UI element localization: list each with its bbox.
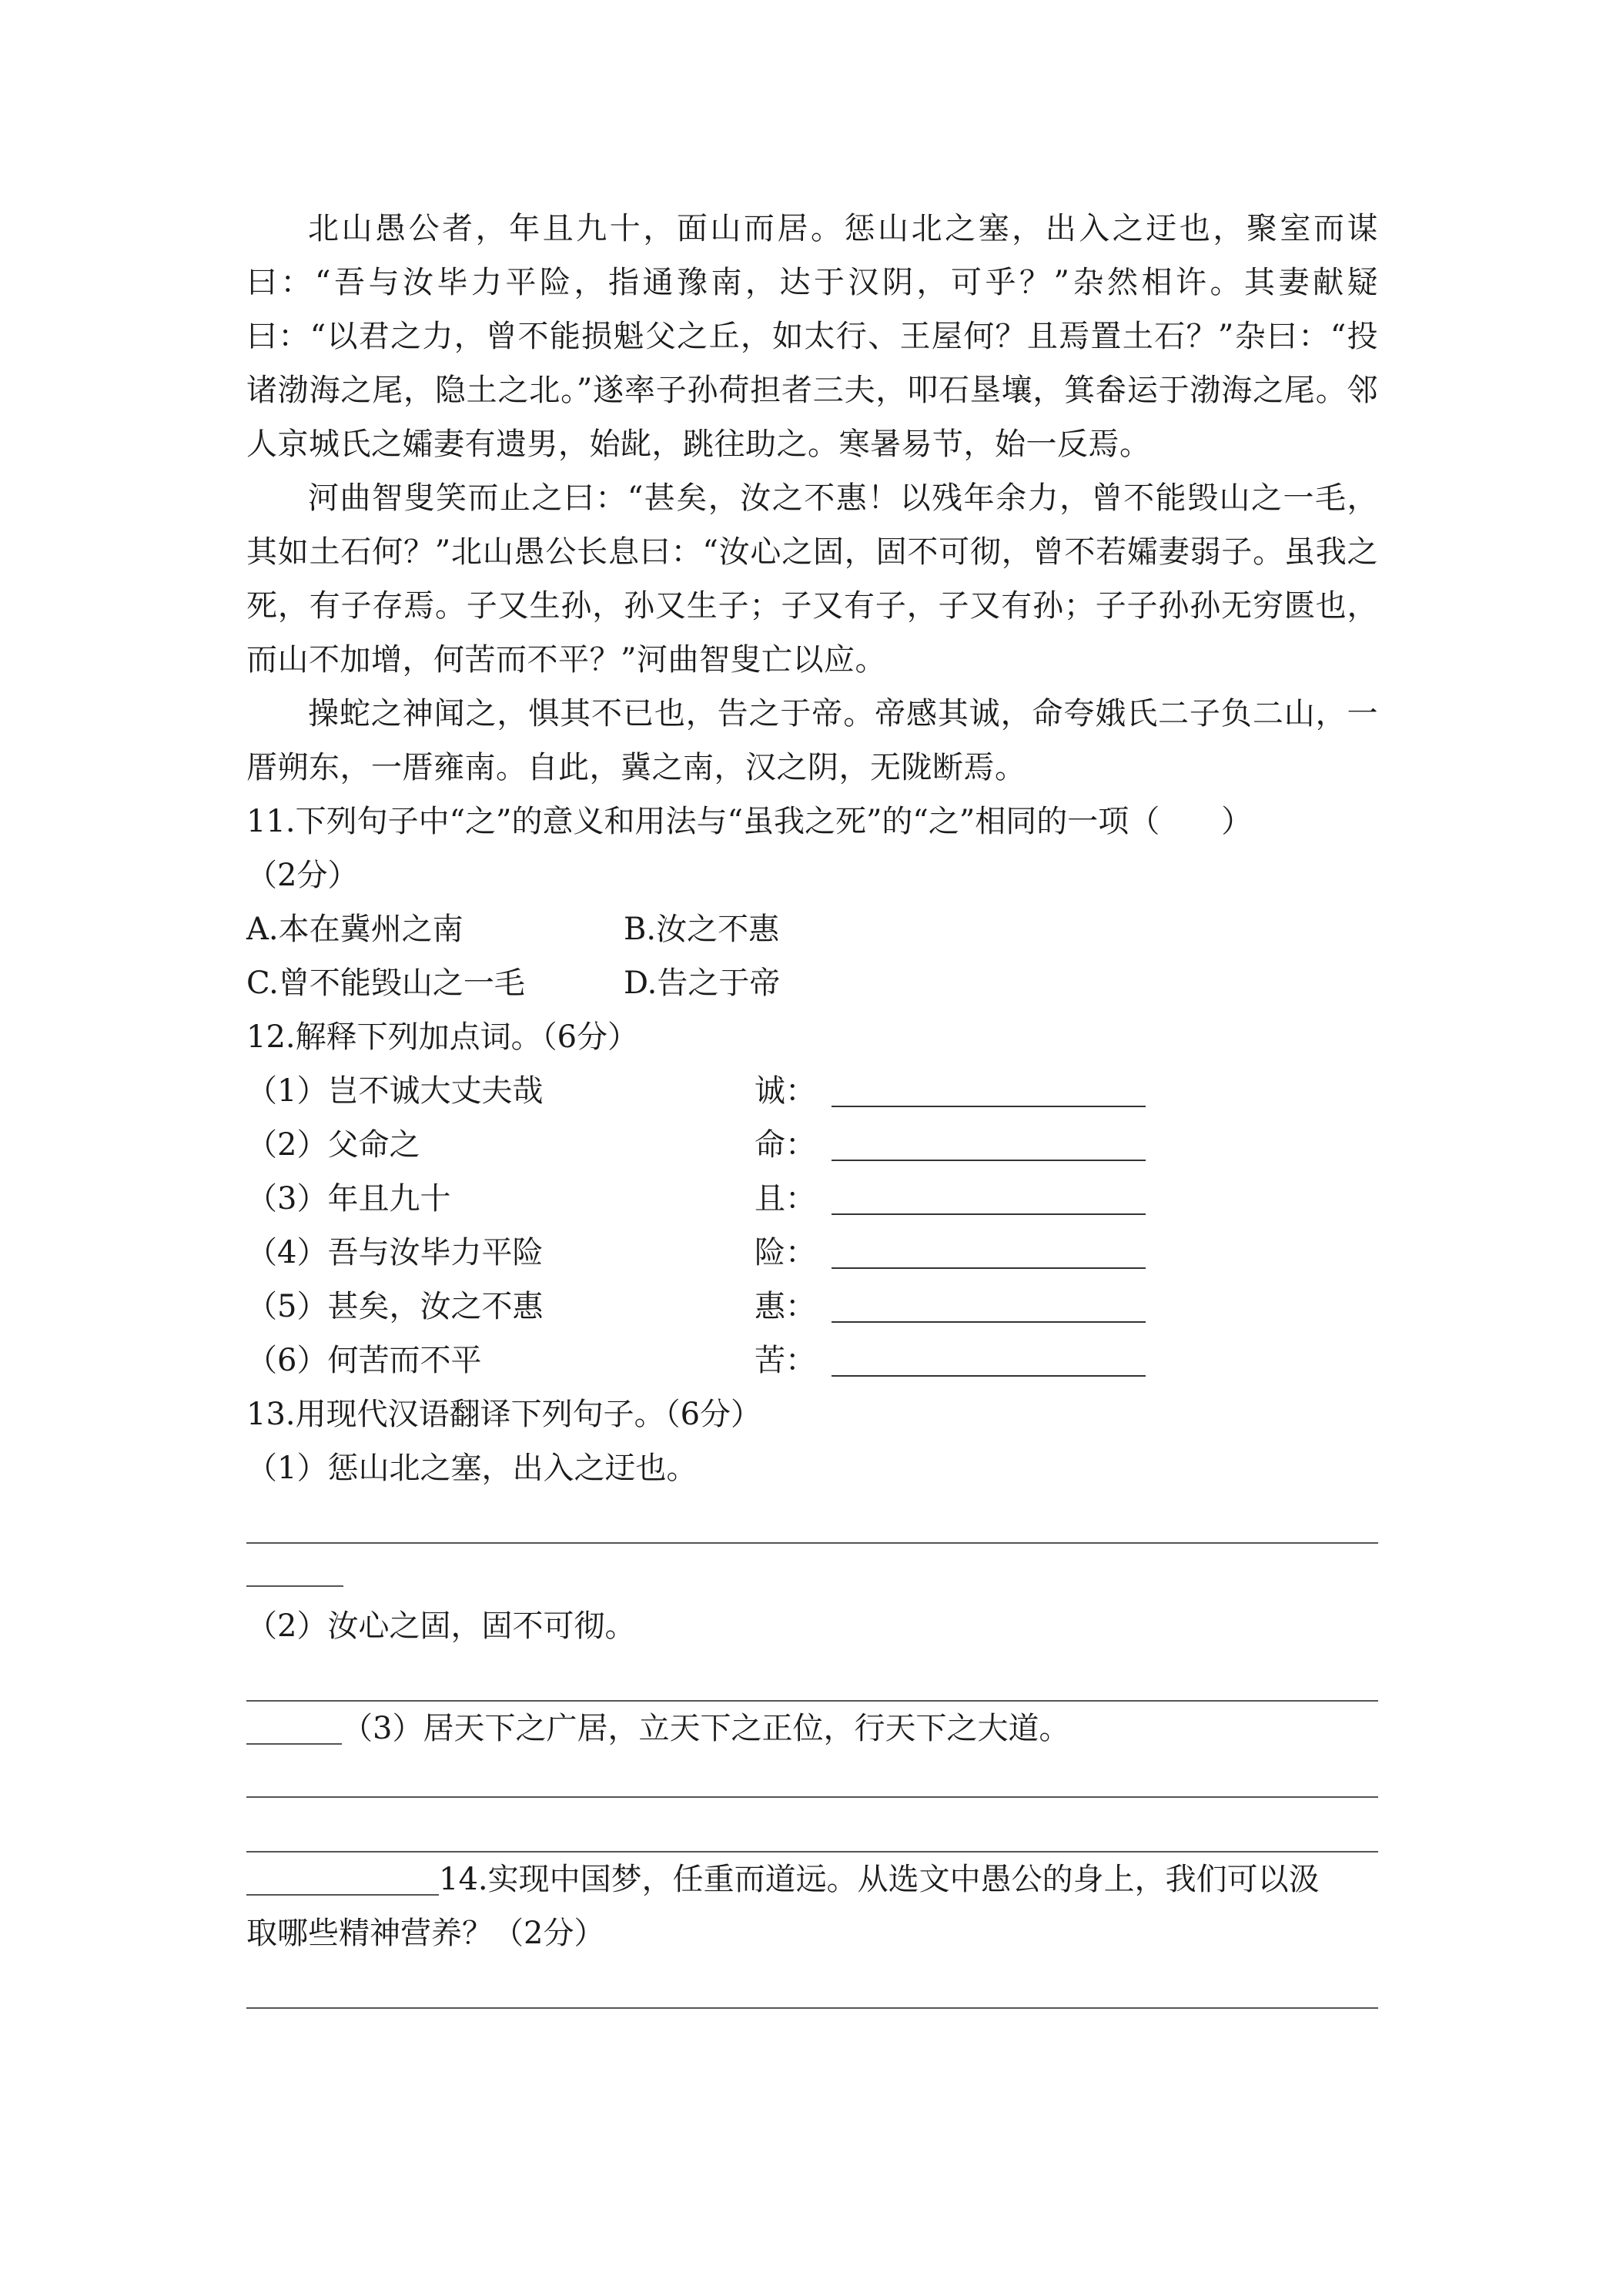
q14-stem-line-2: 取哪些精神营养？（2分） xyxy=(246,1916,605,1951)
q12-answer-blank[interactable] xyxy=(832,1073,1146,1107)
q12-item-word: 且： xyxy=(755,1181,816,1217)
q12-answer-blank[interactable] xyxy=(832,1127,1146,1161)
q13-sentence-3: （3）居天下之广居，立天下之正位，行天下之大道。 xyxy=(342,1711,1070,1746)
q13-stem: 13.用现代汉语翻译下列句子。（6分） xyxy=(246,1397,762,1432)
q11-option-c[interactable]: C.曾不能毁山之一毛 xyxy=(246,966,525,1001)
passage-paragraph-3: 操蛇之神闻之，惧其不已也，告之于帝。帝感其诚，命夸娥氏二子负二山，一厝朔东，一厝雍南。自此，冀之南，汉之阴，无陇断焉。 xyxy=(246,696,1378,785)
q12-item-word: 惠： xyxy=(755,1289,816,1324)
answer-spacer xyxy=(246,1544,1378,1585)
answer-spacer xyxy=(246,1587,1378,1599)
q12-item-text: （1）岂不诚大丈夫哉 xyxy=(246,1073,544,1109)
passage-paragraph-1: 北山愚公者，年且九十，面山而居。惩山北之塞，出入之迂也，聚室而谋曰：“吾与汝毕力平险，指通豫南，达于汉阴，可乎？”杂然相许。其妻献疑曰：“以君之力，曾不能损魁父之丘，如太行、王屋何？且焉置土石？”杂曰：“投诸渤海之尾，隐土之北。”遂率子孙荷担者三夫，叩石垦壤，箕畚运于渤海之尾。邻人京城氏之孀妻有遗男，始龀，跳往助之。寒暑易节，始一反焉。 xyxy=(246,211,1378,462)
q12-item-text: （2）父命之 xyxy=(246,1127,420,1163)
answer-spacer xyxy=(246,1653,1378,1699)
answer-line-short[interactable] xyxy=(246,1712,342,1745)
answer-line[interactable] xyxy=(246,2006,1378,2009)
q11-option-d[interactable]: D.告之于帝 xyxy=(624,966,781,1001)
q12-item xyxy=(246,1280,1378,1334)
q12-item-word: 命： xyxy=(755,1127,816,1163)
q12-item-word: 险： xyxy=(755,1235,816,1270)
q12-stem: 12.解释下列加点词。（6分） xyxy=(246,1019,639,1055)
q11-score: （2分） xyxy=(246,858,359,893)
q12-item xyxy=(246,1064,1378,1118)
q12-item xyxy=(246,1334,1378,1387)
q13-sentence-2: （2）汝心之固，固不可彻。 xyxy=(246,1608,636,1644)
q13-sentence-1: （1）惩山北之塞，出入之迂也。 xyxy=(246,1451,698,1486)
answer-line-short[interactable] xyxy=(246,1863,439,1896)
q12-item-word: 诚： xyxy=(755,1073,816,1109)
q12-answer-blank[interactable] xyxy=(832,1235,1146,1269)
q12-item xyxy=(246,1118,1378,1172)
q11-stem: 11.下列句子中“之”的意义和用法与“虽我之死”的“之”相同的一项（ ） xyxy=(246,804,1253,839)
q14-stem-line-1: 14.实现中国梦，任重而道远。从选文中愚公的身上，我们可以汲 xyxy=(439,1862,1320,1897)
passage-paragraph-2: 河曲智叟笑而止之曰：“甚矣，汝之不惠！以残年余力，曾不能毁山之一毛，其如土石何？”北山愚公长息曰：“汝心之固，固不可彻，曾不若孀妻弱子。虽我之死，有子存焉。子又生孙，孙又生子；子又有子，子又有孙；子子孙孙无穷匮也，而山不加增，何苦而不平？”河曲智叟亡以应。 xyxy=(246,480,1378,678)
q14-stem-row xyxy=(246,1853,1378,1906)
q12-answer-blank[interactable] xyxy=(832,1343,1146,1377)
q11-options-row-2 xyxy=(246,956,1378,1010)
q13-sentence-3-row xyxy=(246,1702,1378,1755)
answer-spacer xyxy=(246,1495,1378,1541)
exam-page xyxy=(246,202,1378,2009)
q12-item-text: （5）甚矣，汝之不惠 xyxy=(246,1289,544,1324)
q12-item xyxy=(246,1172,1378,1226)
q12-item-text: （4）吾与汝毕力平险 xyxy=(246,1235,544,1270)
q12-answer-blank[interactable] xyxy=(832,1289,1146,1323)
answer-spacer xyxy=(246,1960,1378,2006)
q12-item-text: （6）何苦而不平 xyxy=(246,1343,482,1378)
q12-item xyxy=(246,1226,1378,1280)
answer-spacer xyxy=(246,1798,1378,1850)
q11-options-row-1 xyxy=(246,902,1378,956)
q12-item-text: （3）年且九十 xyxy=(246,1181,451,1217)
q11-option-b[interactable]: B.汝之不惠 xyxy=(624,912,780,947)
q12-answer-blank[interactable] xyxy=(832,1181,1146,1215)
q12-item-word: 苦： xyxy=(755,1343,816,1378)
q11-option-a[interactable]: A.本在冀州之南 xyxy=(246,912,463,947)
answer-spacer xyxy=(246,1755,1378,1796)
